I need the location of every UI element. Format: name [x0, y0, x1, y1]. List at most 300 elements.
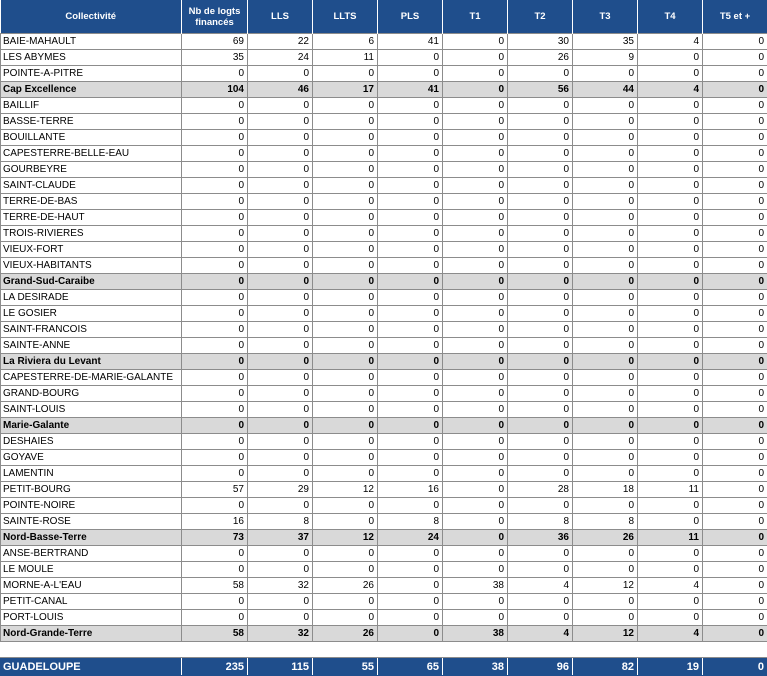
value-cell: 0: [573, 322, 638, 338]
value-cell: 0: [508, 466, 573, 482]
collectivite-cell: TERRE-DE-HAUT: [1, 210, 182, 226]
value-cell: 0: [443, 258, 508, 274]
value-cell: 0: [182, 290, 248, 306]
value-cell: 0: [313, 370, 378, 386]
value-cell: 32: [248, 626, 313, 642]
value-cell: 0: [703, 386, 767, 402]
spacer-cell: [378, 642, 443, 658]
value-cell: 0: [573, 274, 638, 290]
table-row: [1, 34, 767, 50]
value-cell: 0: [378, 370, 443, 386]
value-cell: 0: [573, 146, 638, 162]
value-cell: 8: [573, 514, 638, 530]
value-cell: 0: [573, 418, 638, 434]
value-cell: 0: [313, 562, 378, 578]
value-cell: 8: [508, 514, 573, 530]
collectivite-cell: PETIT-CANAL: [1, 594, 182, 610]
value-cell: 0: [443, 418, 508, 434]
value-cell: 12: [573, 626, 638, 642]
value-cell: 12: [313, 482, 378, 498]
value-cell: 0: [443, 514, 508, 530]
value-cell: 0: [313, 402, 378, 418]
subtotal-row: [1, 354, 767, 370]
value-cell: 0: [182, 370, 248, 386]
value-cell: 0: [313, 386, 378, 402]
value-cell: 0: [248, 162, 313, 178]
value-cell: 38: [443, 626, 508, 642]
value-cell: 0: [248, 434, 313, 450]
collectivite-cell: BAILLIF: [1, 98, 182, 114]
value-cell: 0: [378, 258, 443, 274]
value-cell: 0: [182, 610, 248, 626]
value-cell: 0: [182, 466, 248, 482]
collectivite-cell: BOUILLANTE: [1, 130, 182, 146]
value-cell: 0: [703, 370, 767, 386]
value-cell: 0: [248, 418, 313, 434]
value-cell: 26: [313, 578, 378, 594]
value-cell: 0: [378, 130, 443, 146]
value-cell: 0: [182, 194, 248, 210]
value-cell: 0: [703, 450, 767, 466]
value-cell: 0: [248, 402, 313, 418]
value-cell: 16: [378, 482, 443, 498]
value-cell: 0: [573, 130, 638, 146]
value-cell: 0: [182, 434, 248, 450]
header-pls: PLS: [378, 0, 443, 34]
value-cell: 0: [573, 610, 638, 626]
value-cell: 0: [443, 338, 508, 354]
value-cell: 0: [703, 258, 767, 274]
subtotal-row: [1, 418, 767, 434]
total-cell: 55: [313, 658, 378, 676]
value-cell: 73: [182, 530, 248, 546]
header-llts: LLTS: [313, 0, 378, 34]
value-cell: 0: [443, 322, 508, 338]
value-cell: 0: [378, 418, 443, 434]
collectivite-cell: VIEUX-FORT: [1, 242, 182, 258]
value-cell: 0: [508, 258, 573, 274]
value-cell: 0: [378, 434, 443, 450]
value-cell: 0: [248, 306, 313, 322]
value-cell: 0: [573, 226, 638, 242]
value-cell: 0: [378, 386, 443, 402]
value-cell: 4: [508, 578, 573, 594]
value-cell: 0: [638, 466, 703, 482]
table-row: [1, 162, 767, 178]
spacer-cell: [573, 642, 638, 658]
value-cell: 0: [638, 194, 703, 210]
table-row: [1, 98, 767, 114]
value-cell: 0: [248, 546, 313, 562]
value-cell: 0: [378, 498, 443, 514]
table-row: [1, 178, 767, 194]
value-cell: 0: [378, 466, 443, 482]
value-cell: 0: [703, 162, 767, 178]
value-cell: 8: [248, 514, 313, 530]
value-cell: 0: [313, 322, 378, 338]
table-row: [1, 338, 767, 354]
value-cell: 0: [443, 402, 508, 418]
value-cell: 0: [182, 114, 248, 130]
value-cell: 0: [573, 98, 638, 114]
value-cell: 0: [508, 178, 573, 194]
value-cell: 0: [508, 498, 573, 514]
value-cell: 41: [378, 82, 443, 98]
value-cell: 0: [508, 162, 573, 178]
value-cell: 0: [703, 146, 767, 162]
header-t2: T2: [508, 0, 573, 34]
value-cell: 0: [638, 370, 703, 386]
table-row: [1, 498, 767, 514]
value-cell: 0: [443, 98, 508, 114]
collectivite-cell: LAMENTIN: [1, 466, 182, 482]
value-cell: 104: [182, 82, 248, 98]
value-cell: 0: [573, 370, 638, 386]
table-body: [1, 34, 767, 642]
value-cell: 0: [182, 258, 248, 274]
value-cell: 0: [313, 178, 378, 194]
value-cell: 0: [313, 546, 378, 562]
table-row: [1, 594, 767, 610]
value-cell: 0: [313, 290, 378, 306]
total-cell: 38: [443, 658, 508, 676]
table-row: [1, 546, 767, 562]
value-cell: 38: [443, 578, 508, 594]
value-cell: 36: [508, 530, 573, 546]
value-cell: 4: [638, 626, 703, 642]
collectivite-cell: LE GOSIER: [1, 306, 182, 322]
table-row: [1, 194, 767, 210]
value-cell: 0: [313, 466, 378, 482]
value-cell: 0: [378, 226, 443, 242]
value-cell: 0: [638, 434, 703, 450]
collectivite-cell: POINTE-A-PITRE: [1, 66, 182, 82]
subtotal-row: [1, 626, 767, 642]
collectivite-cell: SAINT-LOUIS: [1, 402, 182, 418]
header-nb-logts: Nb de logts financés: [182, 0, 248, 34]
value-cell: 0: [182, 498, 248, 514]
collectivite-cell: CAPESTERRE-DE-MARIE-GALANTE: [1, 370, 182, 386]
header-t4: T4: [638, 0, 703, 34]
value-cell: 69: [182, 34, 248, 50]
spacer-cell: [1, 642, 182, 658]
value-cell: 26: [313, 626, 378, 642]
value-cell: 0: [573, 210, 638, 226]
value-cell: 0: [638, 130, 703, 146]
value-cell: 0: [248, 322, 313, 338]
value-cell: 6: [313, 34, 378, 50]
value-cell: 0: [573, 354, 638, 370]
value-cell: 0: [443, 466, 508, 482]
value-cell: 0: [508, 306, 573, 322]
value-cell: 0: [573, 434, 638, 450]
value-cell: 22: [248, 34, 313, 50]
value-cell: 0: [443, 178, 508, 194]
value-cell: 0: [378, 290, 443, 306]
value-cell: 0: [508, 226, 573, 242]
value-cell: 0: [508, 402, 573, 418]
value-cell: 0: [508, 418, 573, 434]
value-cell: 0: [573, 194, 638, 210]
value-cell: 0: [313, 130, 378, 146]
spacer-cell: [638, 642, 703, 658]
table-row: [1, 514, 767, 530]
value-cell: 0: [703, 482, 767, 498]
value-cell: 4: [638, 578, 703, 594]
value-cell: 0: [378, 178, 443, 194]
collectivite-cell: PETIT-BOURG: [1, 482, 182, 498]
value-cell: 0: [248, 386, 313, 402]
value-cell: 37: [248, 530, 313, 546]
total-cell: 0: [703, 658, 767, 676]
value-cell: 4: [638, 82, 703, 98]
value-cell: 0: [378, 114, 443, 130]
table-row: [1, 50, 767, 66]
value-cell: 0: [378, 578, 443, 594]
value-cell: 0: [182, 338, 248, 354]
value-cell: 0: [508, 66, 573, 82]
value-cell: 0: [378, 66, 443, 82]
collectivite-cell: GRAND-BOURG: [1, 386, 182, 402]
table-row: [1, 386, 767, 402]
collectivite-cell: TROIS-RIVIERES: [1, 226, 182, 242]
value-cell: 0: [378, 210, 443, 226]
value-cell: 18: [573, 482, 638, 498]
value-cell: 0: [443, 242, 508, 258]
value-cell: 0: [508, 322, 573, 338]
value-cell: 11: [638, 482, 703, 498]
value-cell: 0: [378, 354, 443, 370]
value-cell: 0: [248, 258, 313, 274]
value-cell: 0: [508, 546, 573, 562]
collectivite-cell: PORT-LOUIS: [1, 610, 182, 626]
value-cell: 0: [313, 162, 378, 178]
value-cell: 0: [638, 338, 703, 354]
value-cell: 0: [703, 578, 767, 594]
value-cell: 0: [638, 386, 703, 402]
value-cell: 0: [182, 546, 248, 562]
value-cell: 0: [508, 610, 573, 626]
subtotal-row: [1, 82, 767, 98]
total-row: [1, 658, 767, 676]
value-cell: 0: [638, 290, 703, 306]
value-cell: 24: [378, 530, 443, 546]
value-cell: 12: [573, 578, 638, 594]
value-cell: 0: [508, 338, 573, 354]
value-cell: 0: [248, 370, 313, 386]
value-cell: 0: [378, 626, 443, 642]
value-cell: 0: [508, 594, 573, 610]
value-cell: 0: [508, 434, 573, 450]
value-cell: 0: [508, 290, 573, 306]
value-cell: 0: [638, 178, 703, 194]
value-cell: 0: [248, 226, 313, 242]
value-cell: 0: [573, 114, 638, 130]
value-cell: 0: [703, 354, 767, 370]
value-cell: 11: [638, 530, 703, 546]
value-cell: 0: [182, 418, 248, 434]
value-cell: 8: [378, 514, 443, 530]
total-cell: 96: [508, 658, 573, 676]
value-cell: 0: [638, 50, 703, 66]
value-cell: 0: [638, 402, 703, 418]
value-cell: 0: [182, 226, 248, 242]
value-cell: 0: [248, 242, 313, 258]
value-cell: 0: [638, 354, 703, 370]
collectivite-cell: POINTE-NOIRE: [1, 498, 182, 514]
collectivite-cell: Cap Excellence: [1, 82, 182, 98]
value-cell: 0: [443, 450, 508, 466]
value-cell: 0: [443, 594, 508, 610]
value-cell: 0: [573, 242, 638, 258]
value-cell: 0: [638, 146, 703, 162]
total-cell: 19: [638, 658, 703, 676]
value-cell: 0: [508, 98, 573, 114]
collectivite-cell: LA DESIRADE: [1, 290, 182, 306]
value-cell: 35: [182, 50, 248, 66]
value-cell: 0: [703, 34, 767, 50]
value-cell: 0: [182, 594, 248, 610]
collectivite-cell: SAINTE-ROSE: [1, 514, 182, 530]
value-cell: 0: [313, 594, 378, 610]
value-cell: 0: [573, 402, 638, 418]
header-t1: T1: [443, 0, 508, 34]
subtotal-row: [1, 530, 767, 546]
value-cell: 0: [313, 194, 378, 210]
value-cell: 0: [703, 530, 767, 546]
value-cell: 0: [638, 242, 703, 258]
collectivite-cell: GOURBEYRE: [1, 162, 182, 178]
value-cell: 0: [573, 258, 638, 274]
value-cell: 0: [378, 98, 443, 114]
value-cell: 0: [248, 274, 313, 290]
value-cell: 0: [703, 178, 767, 194]
header-collectivite: Collectivité: [1, 0, 182, 34]
value-cell: 0: [248, 498, 313, 514]
table-row: [1, 210, 767, 226]
value-cell: 0: [443, 530, 508, 546]
spacer-cell: [248, 642, 313, 658]
value-cell: 0: [573, 546, 638, 562]
value-cell: 0: [443, 194, 508, 210]
value-cell: 0: [703, 194, 767, 210]
value-cell: 0: [443, 226, 508, 242]
value-cell: 0: [638, 546, 703, 562]
value-cell: 0: [313, 418, 378, 434]
value-cell: 0: [248, 130, 313, 146]
value-cell: 0: [313, 338, 378, 354]
collectivite-cell: SAINT-CLAUDE: [1, 178, 182, 194]
value-cell: 0: [313, 98, 378, 114]
table-row: [1, 434, 767, 450]
collectivite-cell: LE MOULE: [1, 562, 182, 578]
table-row: [1, 578, 767, 594]
collectivite-cell: Nord-Basse-Terre: [1, 530, 182, 546]
value-cell: 0: [182, 450, 248, 466]
collectivite-cell: La Riviera du Levant: [1, 354, 182, 370]
collectivite-cell: Grand-Sud-Caraibe: [1, 274, 182, 290]
table-row: [1, 130, 767, 146]
value-cell: 0: [313, 450, 378, 466]
header-row: [1, 0, 767, 34]
total-cell: 235: [182, 658, 248, 676]
value-cell: 0: [313, 354, 378, 370]
value-cell: 0: [248, 450, 313, 466]
value-cell: 0: [703, 498, 767, 514]
value-cell: 0: [703, 306, 767, 322]
value-cell: 0: [443, 290, 508, 306]
value-cell: 0: [508, 146, 573, 162]
value-cell: 0: [378, 274, 443, 290]
value-cell: 0: [703, 242, 767, 258]
value-cell: 0: [313, 514, 378, 530]
value-cell: 0: [508, 210, 573, 226]
value-cell: 0: [638, 98, 703, 114]
value-cell: 0: [182, 562, 248, 578]
collectivite-cell: GOYAVE: [1, 450, 182, 466]
value-cell: 0: [573, 594, 638, 610]
value-cell: 29: [248, 482, 313, 498]
value-cell: 0: [378, 162, 443, 178]
total-name: GUADELOUPE: [1, 658, 182, 676]
value-cell: 41: [378, 34, 443, 50]
value-cell: 0: [443, 386, 508, 402]
value-cell: 0: [703, 66, 767, 82]
table-row: [1, 242, 767, 258]
value-cell: 0: [508, 194, 573, 210]
value-cell: 0: [248, 194, 313, 210]
value-cell: 0: [638, 226, 703, 242]
value-cell: 0: [638, 514, 703, 530]
collectivite-cell: SAINTE-ANNE: [1, 338, 182, 354]
value-cell: 0: [508, 242, 573, 258]
value-cell: 0: [703, 626, 767, 642]
value-cell: 0: [638, 322, 703, 338]
collectivite-cell: Nord-Grande-Terre: [1, 626, 182, 642]
value-cell: 0: [248, 146, 313, 162]
value-cell: 0: [703, 98, 767, 114]
value-cell: 0: [248, 290, 313, 306]
value-cell: 0: [443, 354, 508, 370]
value-cell: 0: [573, 162, 638, 178]
value-cell: 11: [313, 50, 378, 66]
collectivite-cell: DESHAIES: [1, 434, 182, 450]
value-cell: 0: [182, 322, 248, 338]
value-cell: 0: [703, 546, 767, 562]
value-cell: 16: [182, 514, 248, 530]
header-t3: T3: [573, 0, 638, 34]
collectivite-cell: LES ABYMES: [1, 50, 182, 66]
spacer-row: [1, 642, 767, 658]
value-cell: 0: [443, 162, 508, 178]
value-cell: 0: [378, 242, 443, 258]
table-row: [1, 466, 767, 482]
value-cell: 0: [313, 498, 378, 514]
table-row: [1, 114, 767, 130]
value-cell: 0: [638, 610, 703, 626]
value-cell: 0: [573, 306, 638, 322]
value-cell: 0: [638, 418, 703, 434]
value-cell: 0: [638, 114, 703, 130]
value-cell: 0: [248, 354, 313, 370]
value-cell: 0: [313, 242, 378, 258]
value-cell: 0: [443, 146, 508, 162]
total-cell: 65: [378, 658, 443, 676]
table-row: [1, 402, 767, 418]
value-cell: 0: [573, 178, 638, 194]
value-cell: 0: [378, 338, 443, 354]
value-cell: 0: [313, 274, 378, 290]
